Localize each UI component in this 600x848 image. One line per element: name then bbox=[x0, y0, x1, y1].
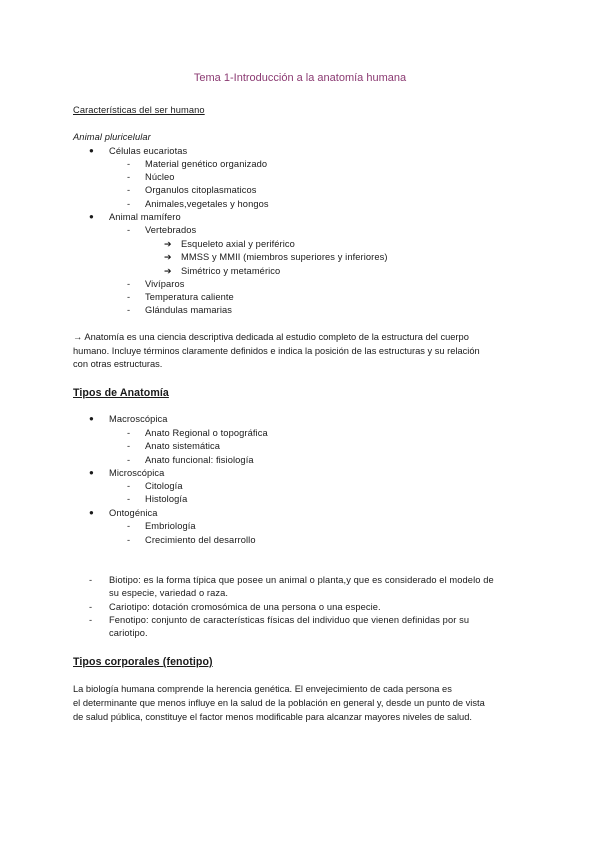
bullet-icon: ● bbox=[89, 212, 94, 221]
dash-icon: - bbox=[127, 292, 131, 302]
dash-icon: - bbox=[127, 428, 131, 438]
dash-icon: - bbox=[127, 455, 131, 465]
list-item: Organulos citoplasmaticos bbox=[145, 185, 257, 195]
paragraph-line: de salud pública, constituye el factor menos modificable para alcanzar mayores niveles de salud. bbox=[73, 712, 472, 722]
list-item: Simétrico y metamérico bbox=[181, 266, 281, 276]
dash-icon: - bbox=[127, 521, 131, 531]
bullet-macroscopica: Macroscópica bbox=[109, 414, 168, 424]
definition-fenotipo: Fenotipo: conjunto de características físicas del individuo que vienen definidas por su bbox=[109, 615, 470, 625]
list-item: Vivíparos bbox=[145, 279, 185, 289]
dash-icon: - bbox=[127, 535, 131, 545]
paragraph-line: humano. Incluye términos claramente definidos e indica la posición de las estructuras y su relación bbox=[73, 346, 480, 356]
list-item: Glándulas mamarias bbox=[145, 305, 233, 315]
paragraph-line: → Anatomía es una ciencia descriptiva dedicada al estudio completo de la estructura del cuerpo bbox=[73, 332, 469, 342]
list-item: Temperatura caliente bbox=[145, 292, 234, 302]
dash-icon: - bbox=[127, 481, 131, 491]
bullet-animal-mamifero: Animal mamífero bbox=[109, 212, 181, 222]
bullet-microscopica: Microscópica bbox=[109, 468, 165, 478]
dash-icon: - bbox=[89, 602, 93, 612]
dash-icon: - bbox=[89, 615, 93, 625]
paragraph-line: La biología humana comprende la herencia genética. El envejecimiento de cada persona es bbox=[73, 684, 452, 694]
bullet-icon: ● bbox=[89, 146, 94, 155]
list-item: Núcleo bbox=[145, 172, 175, 182]
list-item: Anato Regional o topográfica bbox=[145, 428, 268, 438]
list-item: Citología bbox=[145, 481, 183, 491]
bullet-icon: ● bbox=[89, 414, 94, 423]
list-item: MMSS y MMII (miembros superiores y inferiores) bbox=[181, 252, 388, 262]
list-item: Histología bbox=[145, 494, 188, 504]
dash-icon: - bbox=[127, 185, 131, 195]
dash-icon: - bbox=[127, 159, 131, 169]
bullet-ontogenica: Ontogénica bbox=[109, 508, 158, 518]
definition-cariotipo: Cariotipo: dotación cromosómica de una persona o una especie. bbox=[109, 602, 381, 612]
subheading-animal-pluricelular: Animal pluricelular bbox=[73, 132, 151, 142]
list-item: Material genético organizado bbox=[145, 159, 268, 169]
list-item: Crecimiento del desarrollo bbox=[145, 535, 256, 545]
bullet-icon: ● bbox=[89, 468, 94, 477]
bullet-celulas-eucariotas: Células eucariotas bbox=[109, 146, 188, 156]
dash-icon: - bbox=[89, 575, 93, 585]
section-heading-tipos-corporales: Tipos corporales (fenotipo) bbox=[73, 656, 213, 668]
definition-biotipo: Biotipo: es la forma típica que posee un animal o planta,y que es considerado el modelo de bbox=[109, 575, 494, 585]
list-item: Vertebrados bbox=[145, 225, 197, 235]
dash-icon: - bbox=[127, 494, 131, 504]
paragraph-line: con otras estructuras. bbox=[73, 359, 163, 369]
list-item: Anato funcional: fisiología bbox=[145, 455, 254, 465]
list-item: Esqueleto axial y periférico bbox=[181, 239, 295, 249]
page-title: Tema 1-Introducción a la anatomía humana bbox=[193, 72, 407, 84]
dash-icon: - bbox=[127, 199, 131, 209]
dash-icon: - bbox=[127, 441, 131, 451]
section-heading-tipos-anatomia: Tipos de Anatomía bbox=[73, 387, 169, 399]
dash-icon: - bbox=[127, 305, 131, 315]
bullet-icon: ● bbox=[89, 508, 94, 517]
paragraph-line: el determinante que menos influye en la salud de la población en general y, desde un punto de vista bbox=[73, 698, 485, 708]
definition-biotipo-cont: su especie, variedad o raza. bbox=[109, 588, 229, 598]
arrow-icon: ➔ bbox=[164, 252, 172, 262]
list-item: Anato sistemática bbox=[145, 441, 221, 451]
arrow-icon: ➔ bbox=[164, 239, 172, 249]
arrow-icon: ➔ bbox=[164, 266, 172, 276]
dash-icon: - bbox=[127, 279, 131, 289]
list-item: Animales,vegetales y hongos bbox=[145, 199, 269, 209]
definition-fenotipo-cont: cariotipo. bbox=[109, 628, 148, 638]
section-heading-caracteristicas: Características del ser humano bbox=[73, 105, 205, 115]
list-item: Embriología bbox=[145, 521, 196, 531]
dash-icon: - bbox=[127, 225, 131, 235]
dash-icon: - bbox=[127, 172, 131, 182]
